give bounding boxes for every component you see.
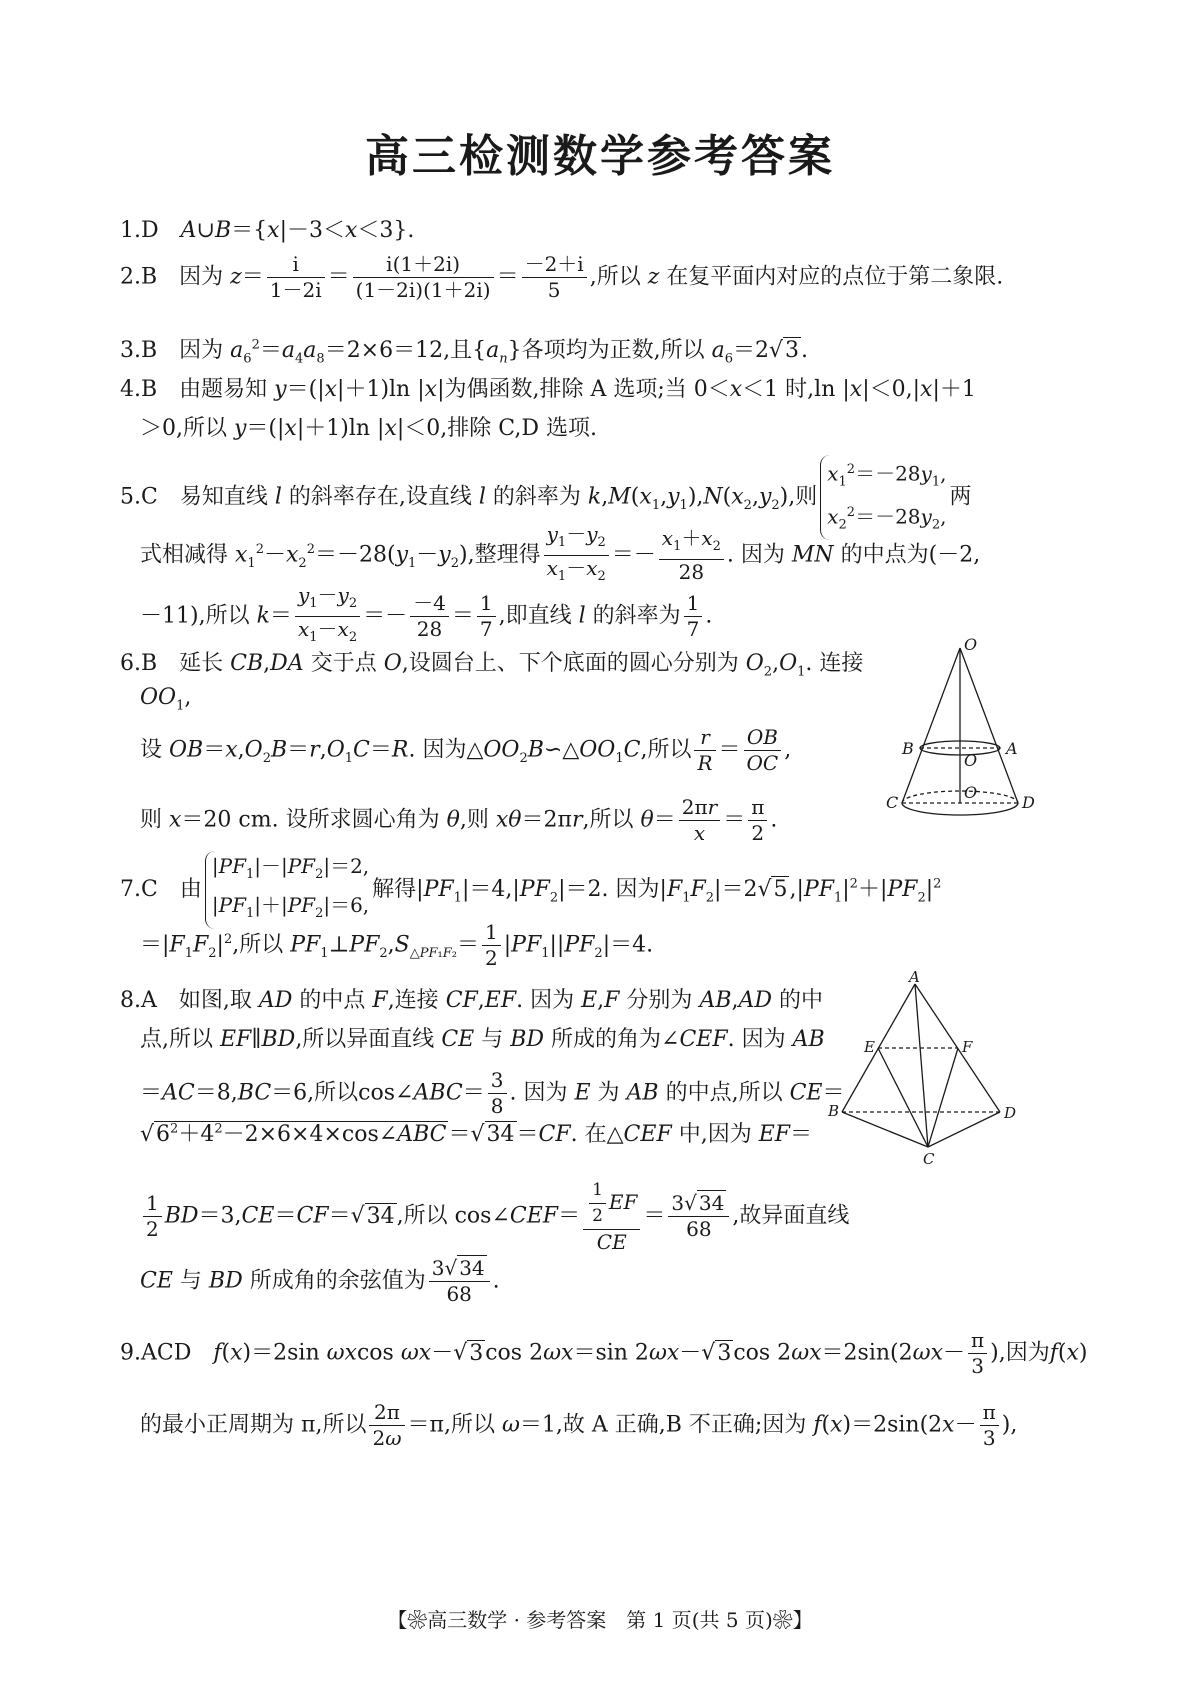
cone-label-o1: O	[964, 783, 978, 802]
answer-2: 2.B 因为 z＝ $\frac{i}{1-2i}$ ＝ $\frac{i(1+2i)}{(1-2i)(1+2i)}$ ＝ $\frac{-2+i}{5}$ ,所以 z 在复平面内对应的点位于第二象限.	[120, 252, 1004, 302]
answer-6-cont1: $OO_1$,	[140, 685, 192, 714]
question-number: 5.	[120, 484, 141, 510]
tetra-label-b: B	[828, 1102, 840, 1120]
question-number: 3.	[120, 338, 141, 363]
answer-7-cont: $=|F_1F_2|^2$,所以 $PF_1\perp PF_2,S_{\triangle PF_1F_2}=$ $\frac{1}{2}$ $|PF_1||PF_2|=4$.	[140, 920, 654, 970]
cone-label-b: B	[902, 739, 914, 758]
answer-8-cont3: $√6^2+4^2-2\times 6\times 4\times\cos\angle ABC=√34=CF$. 在△CEF 中,因为 EF＝	[140, 1121, 813, 1147]
cone-label-d: D	[1022, 793, 1035, 812]
answer-5: 5.C 易知直线 l 的斜率存在,设直线 l 的斜率为 $k,M(x_1,y_1),N(x_2,y_2)$,则 $x_1^2=-28y_1$, $x_2^2=-28y_2$, 两	[120, 455, 972, 540]
question-number: 6.	[120, 651, 141, 676]
answer-8-cont1: 点,所以 EF∥BD,所以异面直线 CE 与 BD 所成的角为∠CEF. 因为 AB	[140, 1027, 825, 1052]
answer-choice: ACD	[141, 1340, 192, 1366]
answer-8-cont5: CE 与 BD 所成角的余弦值为 $\frac{3√ 34}{68}$ .	[140, 1256, 500, 1306]
question-number: 4.	[120, 377, 141, 402]
answer-5-cont1: 式相减得 $x_1^2-x_2^2=-28(y_1-y_2)$,整理得 $\frac{y_1-y_2}{x_1-x_2}$ ＝－ $\frac{x_1+x_2}{28}$ . 因为 MN 的中点为(－2,	[140, 522, 980, 589]
answer-6: 6.B 延长 CB,DA 交于点 O,设圆台上、下个底面的圆心分别为 $O_2,O_1$. 连接	[120, 651, 864, 680]
answer-8-cont4: $\frac{1}{2}$ BD＝3,CE＝CF＝√34,所以 cos∠CEF＝ $\frac{1}{2}$ EF CE ＝ $\frac{3√ 34}{68}$ ,故异面直线	[140, 1178, 849, 1255]
answer-8-cont2: ＝AC＝8,BC＝6,所以cos∠ABC＝ $\frac{3}{8}$ . 因为 E 为 AB 的中点,所以 CE＝	[140, 1068, 845, 1118]
question-number: 1.	[120, 218, 141, 243]
cone-figure	[880, 630, 1100, 820]
answer-4: 4.B 由题易知 y＝(|x|＋1)ln |x|为偶函数,排除 A 选项;当 0＜x＜1 时,ln |x|＜0,|x|＋1	[120, 377, 976, 402]
answer-choice: C	[141, 484, 158, 510]
answer-choice: B	[141, 264, 158, 290]
answer-choice: A	[141, 988, 157, 1013]
cone-label-o2: O	[964, 751, 978, 770]
answer-choice: B	[141, 651, 158, 676]
tetra-label-d: D	[1004, 1104, 1017, 1122]
tetra-label-c: C	[923, 1150, 935, 1168]
tetra-label-a: A	[909, 970, 920, 986]
answer-choice: B	[141, 338, 158, 363]
answer-8: 8.A 如图,取 AD 的中点 F,连接 CF,EF. 因为 E,F 分别为 AB,AD 的中	[120, 988, 824, 1013]
cone-label-o: O	[964, 635, 978, 654]
answer-choice: B	[141, 377, 158, 402]
answer-7: 7.C 由 $|PF_1|-|PF_2|=2$, $|PF_1|+|PF_2|=6$, 解得$|PF_1|=4,|PF_2|=2$. 因为$|F_1F_2|=2√5,|PF_1|^2+|PF_2|^2$	[120, 851, 941, 929]
question-number: 8.	[120, 988, 141, 1013]
cone-label-c: C	[886, 793, 899, 812]
cone-label-a: A	[1006, 739, 1018, 758]
page-footer: 【❀高三数学 · 参考答案 第 1 页(共 5 页)❀】	[387, 1608, 813, 1632]
answer-3: 3.B 因为 $a_6^2=a_4a_8=2\times 6=12$,且$\{a_n\}$各项均为正数,所以 $a_6=2√3$.	[120, 337, 809, 367]
answer-4-cont: ＞0,所以 y＝(|x|＋1)ln |x|＜0,排除 C,D 选项.	[140, 416, 597, 441]
question-number: 9.	[120, 1340, 141, 1366]
answer-1: 1.D A∪B＝{x|－3＜x＜3}.	[120, 218, 415, 243]
question-number: 7.	[120, 877, 141, 902]
tetra-label-e: E	[864, 1038, 875, 1056]
answer-9-cont: 的最小正周期为 π,所以 $\frac{2\pi}{2\omega}$ ＝π,所以 ω＝1,故 A 正确,B 不正确;因为 f(x)＝2sin(2x－ $\frac{\pi}{3}$ ),	[140, 1400, 1018, 1450]
answer-6-cont3: 则 x＝20 cm. 设所求圆心角为 θ,则 xθ＝2πr,所以 θ＝ $\frac{2\pi r}{x}$ ＝ $\frac{\pi}{2}$ .	[140, 795, 778, 845]
answer-6-cont2: 设 $OB=x,O_2B=r,O_1C=R$. 因为$\triangle OO_2B∽\triangle OO_1C$,所以 $\frac{r}{R}$ ＝ $\frac{OB}{OC}$ ,	[140, 725, 792, 775]
answer-choice: D	[141, 218, 159, 243]
answer-choice: C	[141, 877, 158, 902]
tetrahedron-figure	[820, 970, 1030, 1170]
answer-5-cont2: －11),所以 k＝ $\frac{y_1-y_2}{x_1-x_2}$ ＝－ $\frac{-4}{28}$ ＝ $\frac{1}{7}$ ,即直线 l 的斜率为 $\frac{1}{7}$ .	[140, 583, 712, 650]
question-number: 2.	[120, 264, 141, 290]
answer-9: 9.ACD f(x)＝2sin ωxcos ωx－√3cos 2ωx＝sin 2ωx－√3cos 2ωx＝2sin(2ωx－ $\frac{\pi}{3}$ ),因为f(x)	[120, 1328, 1088, 1378]
tetra-label-f: F	[962, 1038, 973, 1056]
page-title: 高三检测数学参考答案	[365, 131, 835, 182]
